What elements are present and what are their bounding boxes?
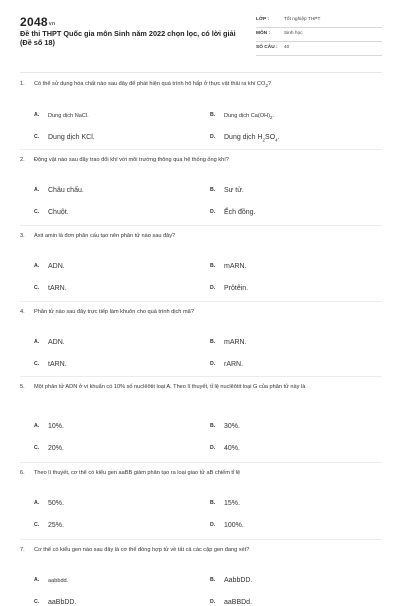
- option-text: mARN.: [224, 339, 247, 346]
- option-text: aabbdd.: [48, 578, 69, 584]
- answer-option-c[interactable]: [34, 522, 64, 529]
- meta-key: SỐ CÂU :: [256, 45, 278, 50]
- option-subscript: 2: [262, 137, 266, 143]
- option-letter: D.: [210, 599, 216, 605]
- question-text: Cơ thể có kiểu gen nào sau đây là cơ thể đồng hợp tử về tất cả các cặp gen đang xét?: [34, 547, 250, 553]
- answer-option-a[interactable]: [34, 112, 89, 119]
- option-letter: A.: [34, 423, 40, 429]
- option-letter: A.: [34, 500, 40, 506]
- answer-option-b[interactable]: [210, 263, 247, 270]
- answer-option-c[interactable]: [34, 599, 76, 606]
- answer-option-c[interactable]: [34, 209, 69, 216]
- question-text-end: ?: [267, 81, 272, 87]
- answer-option-b[interactable]: [210, 339, 247, 346]
- option-letter: B.: [210, 423, 216, 429]
- question-stem: [20, 308, 382, 317]
- option-letter: C.: [34, 445, 40, 451]
- question-text: Một phân tử ADN ở vi khuẩn có 10% số nuclêôtit loại A. Theo lí thuyết, tỉ lệ nuclêôtit loại G của phân tử này là: [34, 384, 306, 390]
- option-text: Dung dịch $Ca(OH)_2$.: [224, 113, 275, 121]
- document-header: [0, 0, 400, 72]
- option-letter: B.: [210, 577, 216, 583]
- option-letter: A.: [34, 263, 40, 269]
- option-subscript: 4: [275, 137, 278, 143]
- option-text: 15%.: [224, 500, 240, 507]
- question-number: 5.: [20, 384, 25, 390]
- option-text: Dung dịch KCl.: [48, 134, 95, 142]
- answer-option-d[interactable]: [210, 361, 243, 368]
- option-letter: A.: [34, 339, 40, 345]
- question-number: 2.: [20, 157, 25, 163]
- document-title: Đề thi THPT Quốc gia môn Sinh năm 2022 chọn lọc, có lời giải (Đề số 18): [20, 29, 236, 48]
- option-letter: A.: [34, 187, 40, 193]
- question-number: 1.: [20, 81, 25, 87]
- meta-row-subject: [256, 28, 382, 42]
- option-letter: D.: [210, 209, 216, 215]
- question-text: Động vật nào sau đây trao đổi khí với môi trường thông qua hệ thống ống khí?: [34, 157, 229, 163]
- question-number: 7.: [20, 547, 25, 553]
- option-text: Châu chấu.: [48, 187, 84, 194]
- option-letter: A.: [34, 577, 40, 583]
- header-divider: [20, 72, 382, 73]
- answer-option-d[interactable]: [210, 285, 248, 292]
- question-separator: [20, 539, 382, 540]
- question-separator: [20, 376, 382, 377]
- question-block: [20, 156, 382, 216]
- option-text: 50%.: [48, 500, 64, 507]
- option-letter: C.: [34, 209, 40, 215]
- answer-option-a[interactable]: [34, 339, 65, 346]
- option-text: Chuột.: [48, 209, 69, 216]
- answer-option-c[interactable]: [34, 445, 64, 452]
- question-text: Có thể sử dụng hóa chất nào sau đây để phát hiện quá trình hô hấp ở thực vật thải ra khí CO: [34, 81, 266, 87]
- question-number: 6.: [20, 470, 25, 476]
- option-text: tARN.: [48, 285, 67, 292]
- answer-option-a[interactable]: [34, 263, 65, 270]
- question-text: Axit amin là đơn phân cấu tạo nên phân tử nào sau đây?: [34, 233, 176, 239]
- answer-option-c[interactable]: [34, 285, 67, 292]
- option-text: 25%.: [48, 522, 64, 529]
- question-stem: [20, 383, 382, 392]
- option-letter: D.: [210, 361, 216, 367]
- option-letter: C.: [34, 361, 40, 367]
- option-text: 10%.: [48, 423, 64, 430]
- meta-value: 40: [284, 45, 290, 50]
- question-separator: [20, 462, 382, 463]
- option-text: mARN.: [224, 263, 247, 270]
- option-letter: D.: [210, 285, 216, 291]
- question-separator: [20, 225, 382, 226]
- option-text: Prôtêin.: [224, 285, 249, 292]
- answer-option-a[interactable]: [34, 187, 84, 194]
- logo-sub-text: vn: [48, 21, 56, 27]
- option-letter: C.: [34, 285, 40, 291]
- question-subscript: 2: [265, 83, 268, 89]
- option-text: ADN.: [48, 263, 65, 270]
- option-letter: D.: [210, 445, 216, 451]
- option-subscript: 2: [270, 115, 273, 121]
- option-text: AabbDD.: [224, 577, 253, 584]
- option-letter: C.: [34, 134, 40, 141]
- meta-value: Sinh học: [284, 31, 303, 36]
- answer-option-c[interactable]: [34, 134, 95, 141]
- option-letter: B.: [210, 187, 216, 193]
- option-letter: B.: [210, 112, 216, 119]
- option-text: 20%.: [48, 445, 64, 452]
- answer-option-d[interactable]: [210, 599, 252, 606]
- document-meta: [256, 14, 382, 56]
- meta-row-count: [256, 42, 382, 56]
- option-text: 40%.: [224, 445, 240, 452]
- question-block: [20, 308, 382, 368]
- answer-option-d[interactable]: [210, 209, 256, 216]
- answer-option-d[interactable]: [210, 445, 240, 452]
- question-text: Phân tử nào sau đây trực tiếp làm khuôn cho quá trình dịch mã?: [34, 309, 194, 315]
- question-stem: [20, 232, 382, 241]
- meta-row-class: [256, 14, 382, 28]
- site-logo[interactable]: [20, 15, 55, 29]
- answer-option-b[interactable]: [210, 187, 244, 194]
- answer-option-c[interactable]: [34, 361, 67, 368]
- option-letter: D.: [210, 134, 216, 141]
- option-text: tARN.: [48, 361, 67, 368]
- option-text: ADN.: [48, 339, 65, 346]
- question-block: [20, 469, 382, 529]
- option-text: rARN.: [224, 361, 244, 368]
- option-letter: B.: [210, 263, 216, 269]
- option-text: 30%.: [224, 423, 240, 430]
- answer-option-a[interactable]: [34, 500, 64, 507]
- question-text: Theo lí thuyết, cơ thể có kiểu gen aaBB giảm phân tạo ra loại giao tử aB chiếm tỉ lệ: [34, 470, 241, 476]
- option-text: aaBBDd.: [224, 599, 253, 606]
- question-number: 4.: [20, 309, 25, 315]
- question-block: [20, 546, 382, 606]
- meta-key: MÔN :: [256, 31, 271, 36]
- option-letter: A.: [34, 112, 40, 119]
- option-text: 100%.: [224, 522, 244, 529]
- option-text: Dung dịch $H_2SO_4$.: [224, 134, 280, 143]
- question-separator: [20, 301, 382, 302]
- logo-main-text: 2048: [20, 15, 48, 29]
- answer-option-d[interactable]: [210, 134, 280, 142]
- question-stem: [20, 80, 382, 90]
- question-stem: [20, 546, 382, 555]
- question-stem: [20, 469, 382, 478]
- option-text: aaBbDD.: [48, 599, 77, 606]
- answer-option-b[interactable]: [210, 577, 252, 584]
- meta-key: LỚP :: [256, 17, 270, 22]
- question-stem: [20, 156, 382, 165]
- option-letter: C.: [34, 599, 40, 605]
- question-separator: [20, 149, 382, 150]
- option-letter: B.: [210, 339, 216, 345]
- option-letter: D.: [210, 522, 216, 528]
- question-block: [20, 80, 382, 143]
- answer-option-b[interactable]: [210, 112, 274, 120]
- answer-option-a[interactable]: [34, 423, 64, 430]
- meta-value: Tốt nghiệp THPT: [284, 17, 321, 22]
- answer-option-b[interactable]: [210, 423, 240, 430]
- question-block: [20, 232, 382, 292]
- answer-option-a[interactable]: [34, 577, 68, 584]
- question-block: [20, 383, 382, 452]
- question-number: 3.: [20, 233, 25, 239]
- answer-option-b[interactable]: [210, 500, 240, 507]
- option-letter: C.: [34, 522, 40, 528]
- option-text: Dung dịch NaCl.: [48, 113, 89, 120]
- option-letter: B.: [210, 500, 216, 506]
- answer-option-d[interactable]: [210, 522, 244, 529]
- option-text: Ếch đồng.: [224, 209, 256, 216]
- option-text: Sư tử.: [224, 187, 244, 194]
